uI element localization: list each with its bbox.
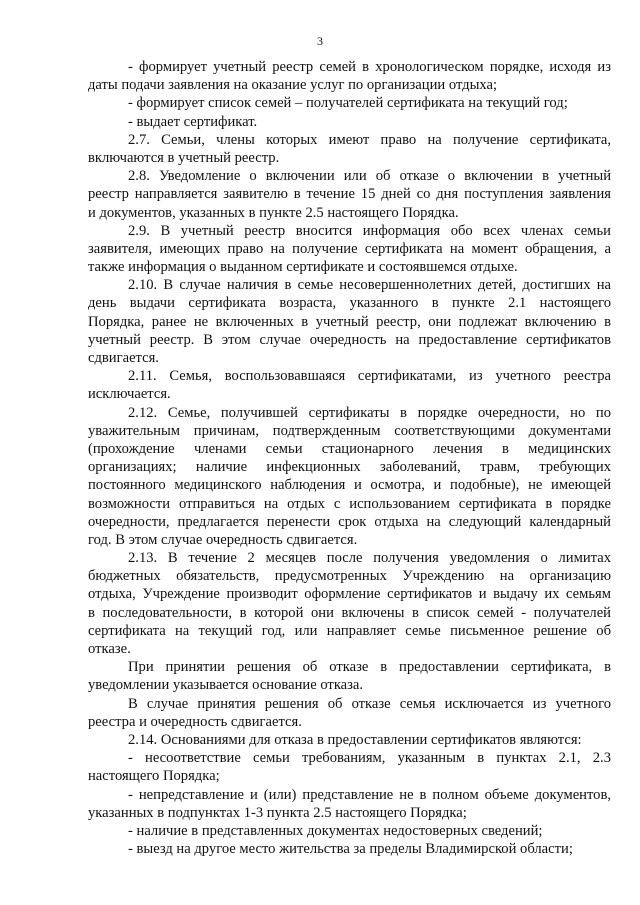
text-line: бюджетных обязательств, предусмотренных Учреждению на организацию (88, 568, 611, 585)
text-line: - формирует список семей – получателей сертификата на текущий год; (128, 95, 568, 112)
text-line: отказе. (88, 641, 131, 657)
text-line: - наличие в представленных документах недостоверных сведений; (128, 822, 543, 839)
text-line: заявителя, имеющих право на получение сертификата на момент обращения, а (88, 240, 611, 257)
text-line: В случае принятия решения об отказе семья исключается из учетного (128, 695, 611, 712)
text-line: в последовательности, в которой они включены в список семей - получателей (88, 604, 611, 621)
text-line: 2.10. В случае наличия в семье несовершеннолетних детей, достигших на (128, 277, 611, 294)
text-line: очередности, предлагается перенести срок отдыха на следующий календарный (88, 513, 611, 530)
text-line: При принятии решения об отказе в предоставлении сертификата, в (128, 659, 611, 676)
text-line: - выдает сертификат. (128, 113, 258, 130)
text-line: указанных в подпунктах 1-3 пункта 2.5 настоящего Порядка; (88, 804, 467, 821)
text-line: 2.7. Семьи, члены которых имеют право на получение сертификата, (128, 131, 611, 148)
text-line: день выдачи сертификата возраста, указанного в пункте 2.1 настоящего (88, 295, 611, 312)
text-line: (прохождение членами семьи стационарного лечения в медицинских (88, 440, 611, 457)
text-line: включаются в учетный реестр. (88, 149, 280, 166)
text-line: сдвигается. (88, 350, 159, 366)
text-line: возможности отправиться на отдых с использованием сертификата в порядке (88, 495, 611, 512)
text-line: уведомлении указывается основание отказа. (88, 677, 364, 694)
text-line: постоянного медицинского наблюдения и осмотра, и подобные), не имеющей (88, 477, 611, 494)
text-line: и документов, указанных в пункте 2.5 настоящего Порядка. (88, 204, 459, 221)
text-line: даты подачи заявления на оказание услуг по организации отдыха; (88, 77, 498, 94)
text-line: сертификата на текущий год, или направляет семье письменное решение об (88, 622, 611, 639)
document-body (88, 58, 611, 858)
text-line: реестр направляется заявителю в течение 15 дней со дня поступления заявления (88, 186, 611, 203)
text-line: отдыха, Учреждение производит оформление сертификатов и выдачу их семьям (88, 586, 611, 603)
text-line: уважительным причинам, подтвержденным соответствующими документами (88, 422, 611, 439)
text-line: 2.13. В течение 2 месяцев после получения уведомления о лимитах (128, 550, 611, 567)
text-line: 2.11. Семья, воспользовавшаяся сертификатами, из учетного реестра (128, 368, 611, 385)
text-line: реестра и очередность сдвигается. (88, 713, 302, 730)
text-line: организациях; наличие инфекционных заболеваний, травм, требующих (88, 459, 611, 476)
text-line: учетный реестр. В этом случае очередность на предоставление сертификатов (88, 331, 611, 348)
text-line: 2.8. Уведомление о включении или об отказе о включении в учетный (128, 168, 611, 185)
text-line: - формирует учетный реестр семей в хронологическом порядке, исходя из (128, 59, 611, 75)
text-line: год. В этом случае очередность сдвигается. (88, 531, 358, 548)
text-line: - несоответствие семьи требованиям, указанным в пунктах 2.1, 2.3 (128, 750, 611, 767)
text-line: исключается. (88, 386, 171, 403)
text-line: 2.14. Основаниями для отказа в предоставлении сертификатов являются: (128, 731, 582, 748)
text-line: - выезд на другое место жительства за пределы Владимирской области; (128, 841, 573, 858)
text-line: настоящего Порядка; (88, 768, 220, 785)
page-number: 3 (317, 34, 323, 48)
text-line: 2.12. Семье, получившей сертификаты в порядке очередности, но по (128, 404, 611, 421)
text-line: - непредставление и (или) представление не в полном объеме документов, (128, 786, 611, 803)
text-line: 2.9. В учетный реестр вносится информация обо всех членах семьи (128, 222, 611, 239)
text-line: также информация о выданном сертификате и состоявшемся отдыхе. (88, 259, 518, 276)
text-line: Порядка, ранее не включенных в учетный реестр, они подлежат включению в (88, 313, 611, 330)
